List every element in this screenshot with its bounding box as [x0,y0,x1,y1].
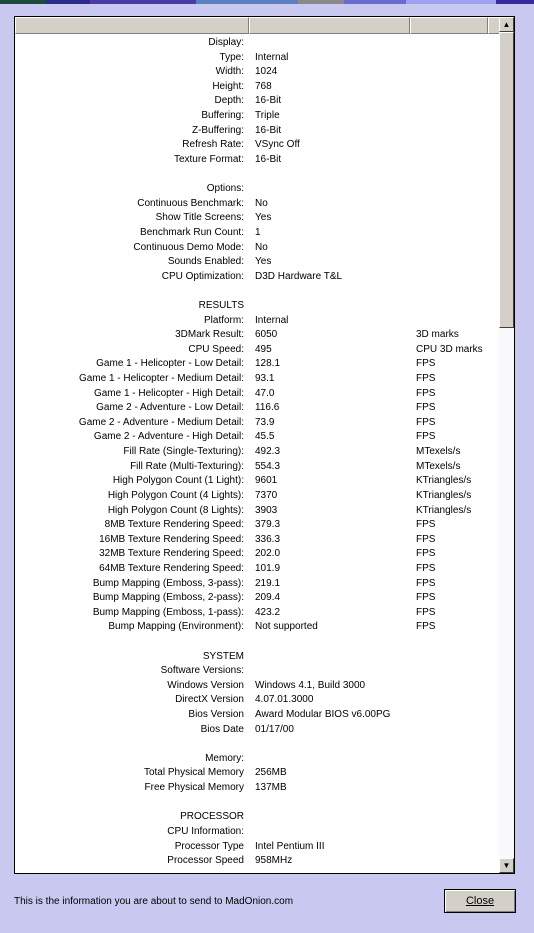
result-row[interactable] [15,357,501,372]
row-label: CPU Information: [167,825,244,837]
result-row[interactable] [15,197,501,212]
row-value: 4.07.01.3000 [255,694,314,706]
title-strip-segment [298,0,344,4]
row-label: CPU Speed: [188,343,244,355]
row-value: 45.5 [255,431,275,443]
result-row[interactable] [15,445,501,460]
result-row[interactable] [15,314,501,329]
result-row[interactable] [15,825,501,840]
row-label: Game 2 - Adventure - Low Detail: [96,402,244,414]
row-unit: FPS [416,606,436,618]
column-header-name[interactable] [15,17,249,34]
column-header-bar [15,17,501,34]
result-row[interactable] [15,650,501,665]
result-row[interactable] [15,547,501,562]
row-value: 16-Bit [255,124,282,136]
result-row[interactable] [15,591,501,606]
row-label: Depth: [214,95,244,107]
row-label: Processor Type [174,840,244,852]
row-unit: FPS [416,592,436,604]
result-row[interactable] [15,109,501,124]
column-header-unit[interactable] [410,17,488,34]
result-row[interactable] [15,328,501,343]
row-label: Type: [219,51,244,63]
result-row[interactable] [15,401,501,416]
scroll-thumb[interactable] [499,32,514,328]
result-row[interactable] [15,766,501,781]
row-label: SYSTEM [202,650,244,662]
row-unit: FPS [416,562,436,574]
row-value: 93.1 [255,373,275,385]
result-row[interactable] [15,840,501,855]
row-unit: FPS [416,358,436,370]
row-label: Sounds Enabled: [167,256,244,268]
result-row[interactable] [15,504,501,519]
row-label: 64MB Texture Rendering Speed: [99,562,244,574]
row-value: No [255,241,268,253]
result-rows [15,36,501,869]
row-unit: KTriangles/s [416,475,472,487]
row-label: Memory: [205,752,244,764]
row-label: High Polygon Count (1 Light): [112,475,244,487]
row-value: 768 [255,80,272,92]
row-value: 256MB [255,767,287,779]
row-value: 47.0 [255,387,275,399]
row-value: 16-Bit [255,153,282,165]
row-label: Game 2 - Adventure - Medium Detail: [78,416,244,428]
result-row[interactable] [15,708,501,723]
row-value: VSync Off [255,139,300,151]
row-value: 554.3 [255,460,281,472]
title-bar-strip [0,0,534,4]
row-label: Z-Buffering: [191,124,244,136]
row-label: 32MB Texture Rendering Speed: [99,548,244,560]
row-label: PROCESSOR [180,811,244,823]
row-value: Award Modular BIOS v6.00PG [255,709,391,721]
title-strip-segment [496,0,534,4]
row-value: 73.9 [255,416,275,428]
row-value: 6050 [255,329,278,341]
result-row[interactable] [15,796,501,811]
result-row[interactable] [15,620,501,635]
title-strip-segment [46,0,90,4]
result-row[interactable] [15,343,501,358]
result-row[interactable] [15,94,501,109]
row-unit: FPS [416,621,436,633]
row-label: Texture Format: [173,153,244,165]
result-row[interactable] [15,854,501,869]
scroll-down-arrow-icon[interactable]: ▼ [499,858,514,873]
row-label: Game 1 - Helicopter - Medium Detail: [78,373,244,385]
result-row[interactable] [15,226,501,241]
row-label: Processor Speed [167,855,244,867]
row-label: Total Physical Memory [143,767,244,779]
row-value: D3D Hardware T&L [255,270,343,282]
row-label: Bump Mapping (Emboss, 3-pass): [92,577,244,589]
row-label: Bump Mapping (Emboss, 2-pass): [92,592,244,604]
row-label: Continuous Benchmark: [137,197,244,209]
result-row[interactable] [15,270,501,285]
result-row[interactable] [15,752,501,767]
scroll-up-arrow-icon[interactable]: ▲ [499,17,514,32]
row-unit: FPS [416,533,436,545]
result-row[interactable] [15,65,501,80]
result-row[interactable] [15,36,501,51]
row-value: 137MB [255,782,287,794]
result-row[interactable] [15,430,501,445]
row-label: DirectX Version [175,694,244,706]
result-row[interactable] [15,416,501,431]
row-label: RESULTS [198,299,244,311]
row-value: Windows 4.1, Build 3000 [255,679,366,691]
result-row[interactable] [15,138,501,153]
row-value: 958MHz [255,855,293,867]
row-label: Platform: [203,314,244,326]
row-unit: FPS [416,431,436,443]
result-row[interactable] [15,577,501,592]
row-unit: FPS [416,519,436,531]
row-label: Game 2 - Adventure - High Detail: [93,431,244,443]
column-header-value[interactable] [249,17,410,34]
row-unit: FPS [416,416,436,428]
results-listview[interactable] [14,16,515,874]
row-unit: FPS [416,402,436,414]
row-value: 495 [255,343,272,355]
result-row[interactable] [15,635,501,650]
row-label: Fill Rate (Single-Texturing): [123,446,244,458]
row-value: Triple [255,110,280,122]
row-label: Free Physical Memory [144,782,244,794]
result-row[interactable] [15,606,501,621]
row-label: Buffering: [201,110,244,122]
row-label: 8MB Texture Rendering Speed: [104,519,244,531]
result-row[interactable] [15,299,501,314]
row-label: Game 1 - Helicopter - High Detail: [93,387,244,399]
result-row[interactable] [15,533,501,548]
title-strip-segment [196,0,298,4]
row-unit: 3D marks [416,329,459,341]
row-value: Yes [255,212,272,224]
row-unit: KTriangles/s [416,489,472,501]
result-row[interactable] [15,781,501,796]
title-strip-segment [90,0,196,4]
result-row[interactable] [15,211,501,226]
row-value: 423.2 [255,606,281,618]
row-value: 1024 [255,66,278,78]
row-label: Height: [212,80,244,92]
close-button[interactable]: Close [444,889,516,913]
footer-message: This is the information you are about to send to MadOnion.com [14,896,294,907]
result-row[interactable] [15,679,501,694]
result-row[interactable] [15,167,501,182]
row-label: CPU Optimization: [161,270,244,282]
row-value: Internal [255,314,289,326]
vertical-scrollbar[interactable] [499,17,514,873]
row-value: 128.1 [255,358,281,370]
result-row[interactable] [15,387,501,402]
title-strip-segment [0,0,46,4]
result-row[interactable] [15,182,501,197]
row-label: Width: [215,66,244,78]
row-unit: FPS [416,373,436,385]
result-row[interactable] [15,693,501,708]
row-label: Show Title Screens: [155,212,244,224]
row-label: 3DMark Result: [175,329,244,341]
row-value: Intel Pentium III [255,840,325,852]
result-row[interactable] [15,284,501,299]
row-value: 492.3 [255,446,281,458]
result-row[interactable] [15,489,501,504]
row-value: 16-Bit [255,95,282,107]
row-value: Not supported [255,621,318,633]
row-label: Benchmark Run Count: [140,226,244,238]
row-value: Yes [255,256,272,268]
row-label: Bump Mapping (Emboss, 1-pass): [92,606,244,618]
row-unit: KTriangles/s [416,504,472,516]
row-label: Display: [208,37,244,48]
row-label: Bump Mapping (Environment): [108,621,244,633]
row-value: 01/17/00 [255,723,294,735]
row-unit: MTexels/s [416,446,461,458]
result-row[interactable] [15,241,501,256]
row-value: Internal [255,51,289,63]
result-row[interactable] [15,80,501,95]
result-row[interactable] [15,255,501,270]
result-row[interactable] [15,737,501,752]
result-row[interactable] [15,460,501,475]
row-value: 209.4 [255,592,281,604]
row-label: 16MB Texture Rendering Speed: [99,533,244,545]
row-value: No [255,197,268,209]
row-label: Windows Version [167,679,244,691]
row-value: 219.1 [255,577,281,589]
result-row[interactable] [15,518,501,533]
row-label: High Polygon Count (4 Lights): [107,489,244,501]
result-row[interactable] [15,664,501,679]
row-label: Fill Rate (Multi-Texturing): [130,460,244,472]
result-row[interactable] [15,474,501,489]
result-row[interactable] [15,372,501,387]
row-value: 379.3 [255,519,281,531]
row-value: 202.0 [255,548,281,560]
row-value: 9601 [255,475,278,487]
row-unit: FPS [416,548,436,560]
row-unit: MTexels/s [416,460,461,472]
row-label: Options: [206,183,244,195]
result-row[interactable] [15,810,501,825]
row-unit: FPS [416,387,436,399]
result-row[interactable] [15,124,501,139]
title-strip-segment [344,0,406,4]
row-label: High Polygon Count (8 Lights): [107,504,244,516]
row-label: Bios Date [200,723,244,735]
row-label: Game 1 - Helicopter - Low Detail: [96,358,244,370]
result-row[interactable] [15,51,501,66]
result-row[interactable] [15,562,501,577]
row-unit: CPU 3D marks [416,343,483,355]
row-value: 3903 [255,504,278,516]
row-value: 336.3 [255,533,281,545]
row-label: Software Versions: [160,665,244,677]
row-label: Continuous Demo Mode: [133,241,244,253]
row-value: 116.6 [255,402,280,414]
row-label: Refresh Rate: [182,139,244,151]
title-strip-segment [406,0,496,4]
row-value: 1 [255,226,261,238]
row-value: 101.9 [255,562,281,574]
row-unit: FPS [416,577,436,589]
row-value: 7370 [255,489,278,501]
row-label: Bios Version [188,709,244,721]
result-row[interactable] [15,153,501,168]
result-row[interactable] [15,723,501,738]
